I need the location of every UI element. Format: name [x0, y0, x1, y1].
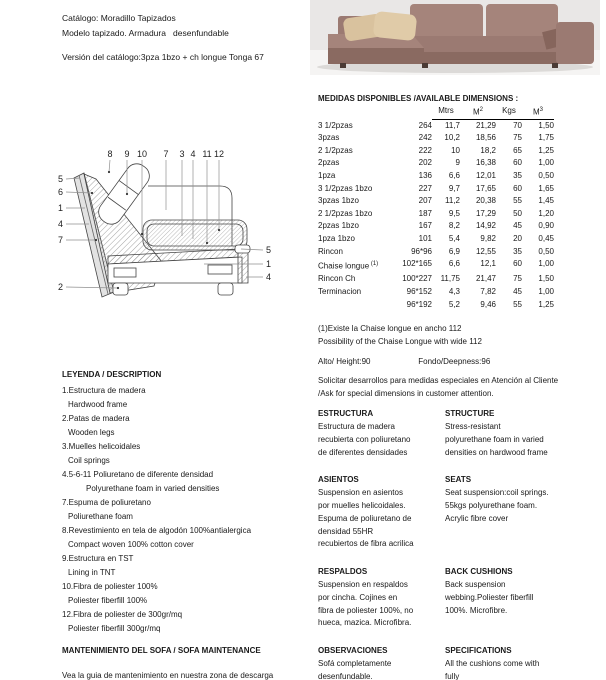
diagram-callout-number: 7 [57, 235, 63, 245]
callout-dot [141, 233, 143, 235]
cell-kgs: 55 [513, 299, 522, 309]
cell-m3: 1,00 [538, 158, 554, 168]
cell-size: 202 [418, 158, 432, 168]
spec-en-body: All the cushions come with fully [445, 658, 540, 680]
diagram-callout-number: 5 [57, 174, 63, 184]
cell-size: 264 [418, 120, 432, 130]
cell-name: Terminacion [318, 287, 362, 297]
spec-en-body: Stress-resistant polyurethane foam in varied densities on hardwood frame [445, 422, 548, 457]
cell-m3: 1,25 [538, 299, 554, 309]
table-row [318, 220, 570, 233]
seat-section [408, 36, 560, 54]
cell-size: 242 [418, 133, 432, 143]
legend-item-en: Lining in TNT [68, 568, 116, 577]
cell-kgs: 60 [513, 183, 522, 193]
callout-dot [117, 287, 119, 289]
spec-en-body: Back suspension webbing.Poliester fiberfill 100%. Microfibre. [445, 579, 534, 615]
cell-name: 1pza 1bzo [318, 234, 355, 243]
cell-size: 96*96 [411, 246, 432, 256]
height-depth-line [318, 355, 570, 368]
diagram-callout-number: 3 [179, 149, 185, 159]
cell-kgs: 60 [513, 158, 522, 168]
cell-kgs: 60 [513, 259, 522, 269]
cell-num-group [432, 220, 554, 233]
note-1: (1)Existe la Chaise longue en ancho 112 [318, 324, 462, 334]
spec-es-body: Sofá completamente desenfundable. [318, 658, 392, 680]
spec-es-column [318, 566, 445, 630]
spec-en-column [445, 566, 565, 630]
cell-m2: 14,92 [475, 221, 496, 231]
cell-m2: 9,46 [480, 299, 496, 309]
table-row [318, 299, 570, 312]
catalog-line: Catálogo: Moradillo Tapizados [62, 13, 176, 23]
cell-m3: 1,25 [538, 145, 554, 155]
cell-kgs: 75 [513, 274, 522, 284]
sofa-leg-2 [422, 63, 428, 68]
diagram-callout-number: 9 [124, 149, 130, 159]
header-spacer-size [402, 104, 432, 120]
cell-m3: 1,45 [538, 196, 554, 206]
cell-m2: 7,82 [480, 287, 496, 297]
cell-kgs: 20 [513, 234, 522, 243]
cell-mtrs: 5,2 [448, 299, 460, 309]
legend-item-es: 3.Muelles helicoidales [62, 442, 141, 451]
cell-num-group [432, 299, 554, 312]
sofa-leg-1 [340, 63, 346, 68]
callout-dot [206, 242, 208, 244]
diagram-callout-number: 4 [57, 219, 63, 229]
table-notes [318, 322, 570, 348]
cell-m2: 12,1 [480, 259, 496, 269]
cell-mtrs: 11,2 [445, 196, 460, 206]
cell-name [318, 299, 402, 312]
cell-name: Rincon [318, 246, 343, 256]
legend-item-es: 10.Fibra de poliester 100% [62, 582, 158, 591]
maintenance-section [62, 644, 273, 680]
header-num-group [432, 104, 554, 120]
cell-mtrs: 6,9 [448, 246, 460, 256]
cell-size: 136 [418, 171, 432, 181]
spec-es-column [318, 645, 445, 680]
spec-es-body: Estructura de madera recubierta con poliuretano de diferentes densidades [318, 422, 411, 457]
cell-num-group [432, 246, 554, 259]
table-row [318, 286, 570, 299]
cell-m2: 21,29 [475, 120, 496, 130]
cell-m3: 1,00 [538, 259, 554, 269]
maintenance-body: Vea la guia de mantenimiento en nuestra zona de descarga [62, 671, 274, 680]
spec-en-title: BACK CUSHIONS [445, 567, 513, 577]
table-row [318, 246, 570, 259]
spec-section [318, 408, 570, 459]
cell-m3: 1,50 [538, 274, 554, 284]
table-body [318, 120, 570, 312]
table-header-row [318, 104, 570, 120]
sofa-photo [310, 0, 600, 75]
legend-item-es: 7.Espuma de poliuretano [62, 498, 151, 507]
cell-mtrs: 10 [451, 145, 460, 155]
callout-dot [126, 193, 128, 195]
cell-size: 101 [418, 234, 432, 243]
cell-size: 222 [418, 145, 432, 155]
seat-front [408, 52, 560, 64]
cell-size: 187 [418, 208, 432, 218]
cell-name: 1pza [318, 171, 336, 181]
legend-item-en: Coil springs [68, 456, 110, 465]
back-cushion-left [410, 4, 483, 40]
cell-name: 3 1/2pzas [318, 120, 353, 130]
diagram-callout-number: 1 [57, 203, 63, 213]
cell-m3: 0,50 [538, 171, 554, 181]
table-row [318, 258, 570, 273]
height-label: Alto/ Height:90 [318, 357, 371, 367]
cell-m2: 12,55 [475, 246, 496, 256]
cell-size: 167 [418, 221, 432, 231]
cell-kgs: 35 [513, 246, 522, 256]
spec-es-column [318, 474, 445, 551]
diagram-callout-number: 2 [57, 282, 63, 292]
legend-section [62, 368, 324, 636]
cell-name: 3pzas 1bzo [318, 196, 359, 206]
column-header: Mtrs [438, 106, 454, 115]
version-line: Versión del catálogo:3pza 1bzo + ch longue Tonga 67 [62, 52, 264, 62]
cell-num-group [432, 208, 554, 221]
maintenance-title: MANTENIMIENTO DEL SOFA / SOFA MAINTENANCE [62, 646, 261, 655]
spec-es-body: Suspension en respaldos por cincha. Cojines en fibra de poliester 100%, no hueca, mazica. Microfibra. [318, 579, 414, 628]
legend-item [62, 580, 324, 608]
request-note: Solicitar desarrollos para medidas especiales en Atención al Cliente /Ask for special dimensions in customer attention. [318, 376, 559, 399]
table-row [318, 145, 570, 158]
callout-dot [95, 239, 97, 241]
legend-item [62, 608, 324, 636]
spec-en-column [445, 474, 565, 551]
callout-leader-line [109, 160, 110, 172]
cell-name: Chaise longue $^{(1)}$ [318, 261, 379, 271]
sofa-diagram [50, 146, 295, 304]
right-arm [556, 22, 594, 64]
cell-m2: 12,01 [475, 171, 496, 181]
cell-mtrs: 11,75 [440, 274, 460, 284]
cell-m2: 17,29 [475, 208, 496, 218]
cell-size: 100*227 [402, 274, 432, 284]
spec-es-title: RESPALDOS [318, 567, 368, 577]
legend-item [62, 412, 324, 440]
diagram-callout-number: 1 [266, 259, 272, 269]
cell-mtrs: 6,6 [448, 171, 460, 181]
table-row [318, 132, 570, 145]
cell-num-group [432, 183, 554, 196]
spec-en-column [445, 645, 565, 680]
cell-m3: 1,75 [538, 133, 554, 143]
legend-items [62, 384, 324, 636]
diagram-callout-number: 12 [213, 149, 225, 159]
legend-item [62, 552, 324, 580]
header-spacer-name [318, 104, 402, 120]
beige-pillow-right [373, 11, 417, 41]
cell-num-group [432, 286, 554, 299]
cell-name: 2 1/2pzas 1bzo [318, 208, 373, 218]
legend-item-en: Polyurethane foam in varied densities [86, 484, 220, 493]
column-header: $M^2$ [472, 107, 483, 117]
diagram-callout-number: 11 [202, 149, 212, 159]
diagram-callout-number: 10 [136, 149, 148, 159]
diagram-callout-number: 4 [190, 149, 196, 159]
table-row [318, 183, 570, 196]
diagram-drawing [74, 159, 250, 297]
dimensions-column [318, 93, 570, 680]
cell-kgs: 70 [513, 120, 522, 130]
cell-mtrs: 5,4 [448, 234, 460, 243]
cell-kgs: 75 [513, 133, 522, 143]
cell-name: 2pzas [318, 158, 340, 168]
cell-num-group [432, 120, 554, 133]
spec-es-title: ESTRUCTURA [318, 409, 374, 419]
cell-m2: 21,47 [475, 274, 496, 284]
legend-item-en: Poliurethane foam [68, 512, 133, 521]
legend-item [62, 496, 324, 524]
cell-mtrs: 9,7 [448, 183, 460, 193]
cell-num-group [432, 170, 554, 183]
diagram-callout-number: 4 [266, 272, 272, 282]
cell-num-group [432, 195, 554, 208]
cell-num-group [432, 273, 554, 286]
table-title: MEDIDAS DISPONIBLES /AVAILABLE DIMENSIONS : [318, 94, 519, 103]
spec-es-title: OBSERVACIONES [318, 646, 388, 656]
cell-mtrs: 6,6 [448, 259, 460, 269]
cell-kgs: 45 [513, 287, 522, 297]
callout-dot [108, 171, 110, 173]
cell-mtrs: 8,2 [448, 221, 460, 231]
table-row [318, 195, 570, 208]
legend-item-en: Poliester fiberfill 300gr/mq [68, 624, 161, 633]
legend-item-en: Wooden legs [68, 428, 115, 437]
header-block [62, 11, 264, 65]
spec-es-body: Suspension en asientos por muelles helicoidales. Espuma de poliuretano de densidad 55HR recubiertos de fibra acrilica [318, 488, 414, 549]
cell-name: 2 1/2pzas [318, 145, 353, 155]
spec-section [318, 474, 570, 551]
cell-num-group [432, 233, 554, 246]
cell-m3: 1,65 [538, 183, 554, 193]
cell-mtrs: 4,3 [448, 287, 460, 297]
diagram-callout-number: 8 [107, 149, 113, 159]
spec-sections [318, 408, 570, 680]
legend-item-es: 4.5-6-11 Poliuretano de diferente densidad [62, 470, 214, 479]
cell-num-group [432, 157, 554, 170]
table-row [318, 170, 570, 183]
column-header: Kgs [502, 106, 516, 115]
cell-m3: 0,90 [538, 221, 554, 231]
legend-item [62, 440, 324, 468]
diagram-callout-number: 6 [57, 187, 63, 197]
cell-m2: 20,38 [475, 196, 496, 206]
table-row [318, 273, 570, 286]
callout-dot [91, 192, 93, 194]
cell-mtrs: 9 [455, 158, 460, 168]
cell-size: 227 [418, 183, 432, 193]
cell-name: 2pzas 1bzo [318, 221, 359, 231]
chaise-front [328, 48, 424, 64]
spec-en-column [445, 408, 565, 459]
legend-item [62, 468, 324, 496]
legend-item-es: 8.Revestimiento en tela de algodón 100%antialergica [62, 526, 252, 535]
table-row [318, 157, 570, 170]
cell-name: 3pzas [318, 133, 340, 143]
seat-cushion [143, 220, 247, 250]
cell-name: Rincon Ch [318, 274, 356, 284]
cell-mtrs: 11,7 [445, 120, 460, 130]
cell-m2: 9,82 [480, 234, 496, 243]
cell-kgs: 35 [513, 171, 522, 181]
cell-num-group [432, 145, 554, 158]
cell-size: 102*165 [402, 259, 432, 269]
sofa-leg-3 [552, 63, 558, 68]
legend-item-es: 9.Estructura en TST [62, 554, 134, 563]
spec-en-title: SEATS [445, 475, 472, 485]
cell-kgs: 45 [513, 221, 522, 231]
cell-m3: 1,50 [538, 120, 554, 130]
cell-size: 96*192 [406, 299, 432, 309]
note-2: Possibility of the Chaise Longue with wide 112 [318, 337, 482, 347]
depth-label: Fondo/Deepness:96 [418, 357, 491, 367]
cell-m3: 1,20 [538, 208, 554, 218]
spec-section [318, 566, 570, 630]
cell-m3: 0,45 [538, 234, 554, 243]
table-row [318, 120, 570, 133]
cell-m3: 1,00 [538, 287, 554, 297]
legend-item [62, 524, 324, 552]
cell-m3: 0,50 [538, 246, 554, 256]
table-row [318, 233, 570, 246]
cell-size: 207 [418, 196, 432, 206]
cell-num-group [432, 258, 554, 273]
callout-dot [218, 229, 220, 231]
diagram-callout-number: 5 [266, 245, 272, 255]
legend-item-es: 1.Estructura de madera [62, 386, 146, 395]
table-row [318, 208, 570, 221]
diagram-leg-right [218, 283, 233, 295]
cell-name: 3 1/2pzas 1bzo [318, 183, 373, 193]
cell-kgs: 50 [513, 208, 522, 218]
diagram-callout-number: 7 [163, 149, 169, 159]
spec-en-title: STRUCTURE [445, 409, 495, 419]
cell-mtrs: 10,2 [444, 133, 460, 143]
legend-item-es: 2.Patas de madera [62, 414, 130, 423]
legend-item-en: Compact woven 100% cotton cover [68, 540, 194, 549]
cell-m2: 18,2 [480, 145, 496, 155]
legend-item-en: Hardwood frame [68, 400, 128, 409]
cell-m2: 18,56 [475, 133, 496, 143]
spec-en-title: SPECIFICATIONS [445, 646, 512, 656]
spec-en-body: Seat suspension:coil springs. 55kgs polyurethane foam. Acrylic fibre cover [445, 488, 549, 523]
legend-item-en: Poliester fiberfill 100% [68, 596, 148, 605]
cell-mtrs: 9,5 [448, 208, 460, 218]
cell-m2: 17,65 [475, 183, 496, 193]
spec-es-column [318, 408, 445, 459]
spec-section [318, 645, 570, 680]
cell-num-group [432, 132, 554, 145]
legend-title: LEYENDA / DESCRIPTION [62, 370, 162, 379]
legend-item-es: 12.Fibra de poliester de 300gr/mq [62, 610, 183, 619]
legend-item [62, 384, 324, 412]
cell-size: 96*152 [406, 287, 432, 297]
spec-es-title: ASIENTOS [318, 475, 359, 485]
model-line: Modelo tapizado. Armadura desenfundable [62, 28, 229, 38]
cell-m2: 16,38 [475, 158, 496, 168]
diagram-leg-left [113, 283, 128, 295]
cell-kgs: 55 [513, 196, 522, 206]
cell-kgs: 65 [513, 145, 522, 155]
column-header: $M^3$ [532, 107, 543, 117]
